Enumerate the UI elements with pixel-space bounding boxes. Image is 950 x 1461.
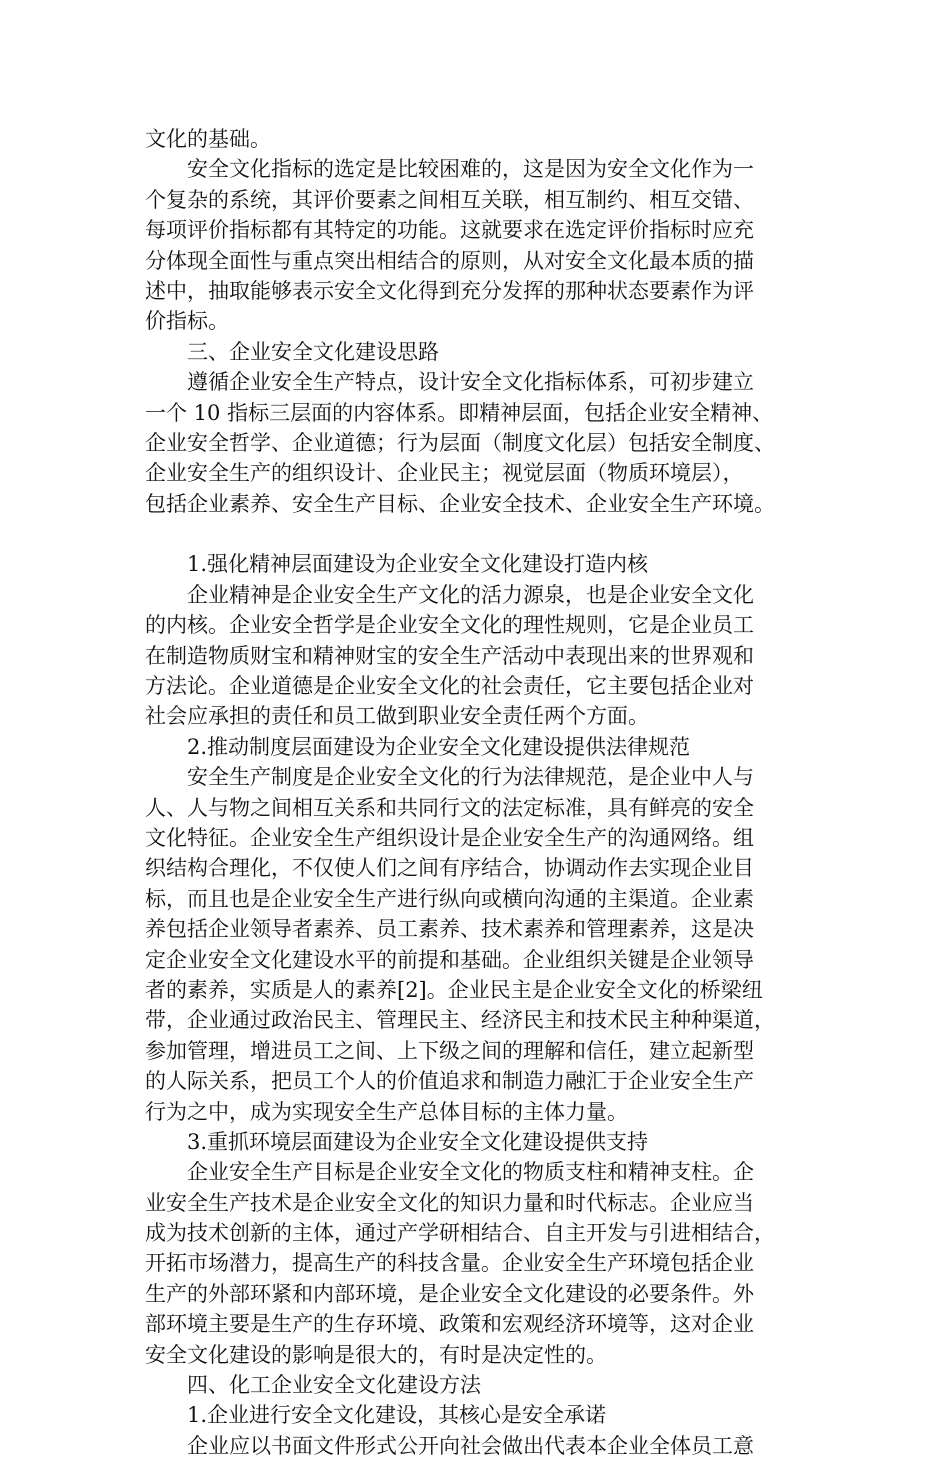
text-line: 1.企业进行安全文化建设，其核心是安全承诺: [187, 1403, 607, 1428]
text-line: 3.重抓环境层面建设为企业安全文化建设提供支持: [187, 1129, 649, 1154]
text-line: 个复杂的系统，其评价要素之间相互关联，相互制约、相互交错、: [145, 187, 754, 212]
text-line: 的人际关系，把员工个人的价值追求和制造力融汇于企业安全生产: [145, 1069, 754, 1094]
document-body: [145, 124, 805, 1461]
text-line: 参加管理，增进员工之间、上下级之间的理解和信任，建立起新型: [145, 1038, 754, 1063]
text-line: 文化的基础。: [145, 127, 271, 151]
text-line: 遵循企业安全生产特点，设计安全文化指标体系，可初步建立: [187, 370, 754, 395]
text-line: 企业安全生产目标是企业安全文化的物质支柱和精神支柱。企: [187, 1160, 754, 1185]
text-line: 文化特征。企业安全生产组织设计是企业安全生产的沟通网络。组: [145, 825, 754, 850]
text-line: 安全文化建设的影响是很大的，有时是决定性的。: [145, 1342, 607, 1367]
text-line: 1.强化精神层面建设为企业安全文化建设打造内核: [187, 552, 649, 577]
text-line: 人、人与物之间相互关系和共同行文的法定标准，具有鲜亮的安全: [145, 795, 754, 820]
text-line: 企业精神是企业安全生产文化的活力源泉，也是企业安全文化: [187, 582, 754, 607]
text-line: 企业安全生产的组织设计、企业民主；视觉层面（物质环境层），: [145, 461, 744, 486]
text-line: 三、企业安全文化建设思路: [187, 339, 439, 364]
text-line: 部环境主要是生产的生存环境、政策和宏观经济环境等，这对企业: [145, 1312, 754, 1337]
text-line: 开拓市场潜力，提高生产的科技含量。企业安全生产环境包括企业: [145, 1251, 754, 1276]
text-line: 每项评价指标都有其特定的功能。这就要求在选定评价指标时应充: [145, 218, 754, 243]
text-line: 定企业安全文化建设水平的前提和基础。企业组织关键是企业领导: [145, 947, 754, 972]
text-line: 成为技术创新的主体，通过产学研相结合、自主开发与引进相结合，: [145, 1221, 775, 1246]
text-line: 养包括企业领导者素养、员工素养、技术素养和管理素养，这是决: [145, 917, 754, 942]
text-line: 企业应以书面文件形式公开向社会做出代表本企业全体员工意: [187, 1433, 754, 1458]
text-line: 社会应承担的责任和员工做到职业安全责任两个方面。: [145, 704, 649, 729]
blank-line: [145, 519, 805, 549]
text-line: 企业安全哲学、企业道德；行为层面（制度文化层）包括安全制度、: [145, 430, 775, 455]
text-line: 者的素养，实质是人的素养[2]。企业民主是企业安全文化的桥梁纽: [145, 977, 763, 1002]
text-line: 带，企业通过政治民主、管理民主、经济民主和技术民主种种渠道，: [145, 1008, 775, 1033]
text-line: 的内核。企业安全哲学是企业安全文化的理性规则，它是企业员工: [145, 613, 754, 638]
text-line: 分体现全面性与重点突出相结合的原则，从对安全文化最本质的描: [145, 248, 754, 273]
text-line: 包括企业素养、安全生产目标、企业安全技术、企业安全生产环境。: [145, 491, 775, 516]
text-line: 四、化工企业安全文化建设方法: [187, 1373, 481, 1398]
text-line: 一个 10 指标三层面的内容体系。即精神层面，包括企业安全精神、: [145, 400, 774, 425]
text-line: 行为之中，成为实现安全生产总体目标的主体力量。: [145, 1099, 628, 1124]
text-line: 标，而且也是企业安全生产进行纵向或横向沟通的主渠道。企业素: [145, 886, 754, 911]
text-line: 生产的外部环紧和内部环境，是企业安全文化建设的必要条件。外: [145, 1281, 754, 1306]
text-line: 价指标。: [145, 309, 229, 334]
text-line: 业安全生产技术是企业安全文化的知识力量和时代标志。企业应当: [145, 1190, 754, 1215]
text-line: 在制造物质财宝和精神财宝的安全生产活动中表现出来的世界观和: [145, 643, 754, 668]
text-line: 安全生产制度是企业安全文化的行为法律规范，是企业中人与: [187, 765, 754, 790]
text-line: 述中，抽取能够表示安全文化得到充分发挥的那种状态要素作为评: [145, 278, 754, 303]
text-line: 织结构合理化，不仅使人们之间有序结合，协调动作去实现企业目: [145, 856, 754, 881]
text-line: 安全文化指标的选定是比较困难的，这是因为安全文化作为一: [187, 157, 754, 182]
text-line: 方法论。企业道德是企业安全文化的社会责任，它主要包括企业对: [145, 674, 754, 699]
text-line: 2.推动制度层面建设为企业安全文化建设提供法律规范: [187, 734, 691, 759]
